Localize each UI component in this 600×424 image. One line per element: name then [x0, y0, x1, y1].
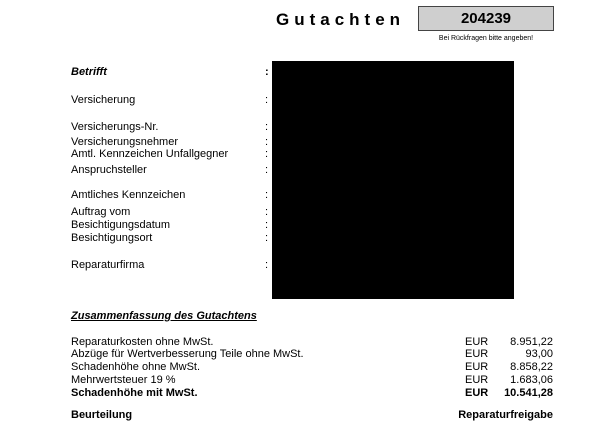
field-label-anspruchsteller: Anspruchsteller [71, 164, 147, 176]
field-colon: : [265, 94, 269, 106]
field-label-auftrag-vom: Auftrag vom [71, 206, 131, 218]
summary-row-currency: EUR [465, 361, 489, 373]
field-colon: : [265, 148, 269, 160]
field-label-besichtigungsort: Besichtigungsort [71, 232, 153, 244]
redacted-field-values [272, 61, 514, 299]
summary-row-currency: EUR [465, 387, 489, 399]
summary-row-damage-gross [71, 387, 553, 400]
field-colon: : [265, 259, 269, 271]
summary-row-value: 93,00 [525, 348, 553, 360]
field-label-betrifft: Betrifft [71, 66, 107, 78]
field-colon: : [265, 121, 269, 133]
field-label-kennzeichen-unfallgegner: Amtl. Kennzeichen Unfallgegner [71, 148, 229, 160]
summary-row-label: Abzüge für Wertverbesserung Teile ohne MwSt. [71, 348, 304, 360]
reference-number-box: 204239 [418, 6, 554, 31]
summary-row-deductions [71, 348, 553, 361]
summary-row-value: 8.858,22 [510, 361, 553, 373]
summary-row-value: 8.951,22 [510, 336, 553, 348]
summary-row-damage-net [71, 361, 553, 374]
field-colon: : [265, 66, 269, 78]
field-colon: : [265, 232, 269, 244]
summary-row-label: Schadenhöhe mit MwSt. [71, 387, 198, 399]
field-label-reparaturfirma: Reparaturfirma [71, 259, 145, 271]
summary-row-value: 10.541,28 [504, 387, 553, 399]
summary-row-label: Schadenhöhe ohne MwSt. [71, 361, 201, 373]
field-label-versicherung: Versicherung [71, 94, 136, 106]
assessment-label: Beurteilung [71, 409, 133, 421]
summary-row-label: Mehrwertsteuer 19 % [71, 374, 176, 386]
document-title: Gutachten [276, 10, 406, 29]
field-colon: : [265, 189, 269, 201]
field-colon: : [265, 219, 269, 231]
field-label-versicherungsnehmer: Versicherungsnehmer [71, 136, 179, 148]
field-colon: : [265, 164, 269, 176]
summary-row-value: 1.683,06 [510, 374, 553, 386]
field-colon: : [265, 136, 269, 148]
summary-row-currency: EUR [465, 336, 489, 348]
reference-note: Bei Rückfragen bitte angeben! [438, 35, 534, 42]
assessment-value: Reparaturfreigabe [458, 409, 553, 421]
field-label-besichtigungsdatum: Besichtigungsdatum [71, 219, 171, 231]
field-label-versicherungs-nr: Versicherungs-Nr. [71, 121, 159, 133]
summary-row-vat [71, 374, 553, 387]
field-colon: : [265, 206, 269, 218]
summary-row-currency: EUR [465, 374, 489, 386]
summary-row-label: Reparaturkosten ohne MwSt. [71, 336, 214, 348]
field-label-amtliches-kennzeichen: Amtliches Kennzeichen [71, 189, 186, 201]
summary-row-currency: EUR [465, 348, 489, 360]
summary-heading: Zusammenfassung des Gutachtens [71, 310, 257, 322]
